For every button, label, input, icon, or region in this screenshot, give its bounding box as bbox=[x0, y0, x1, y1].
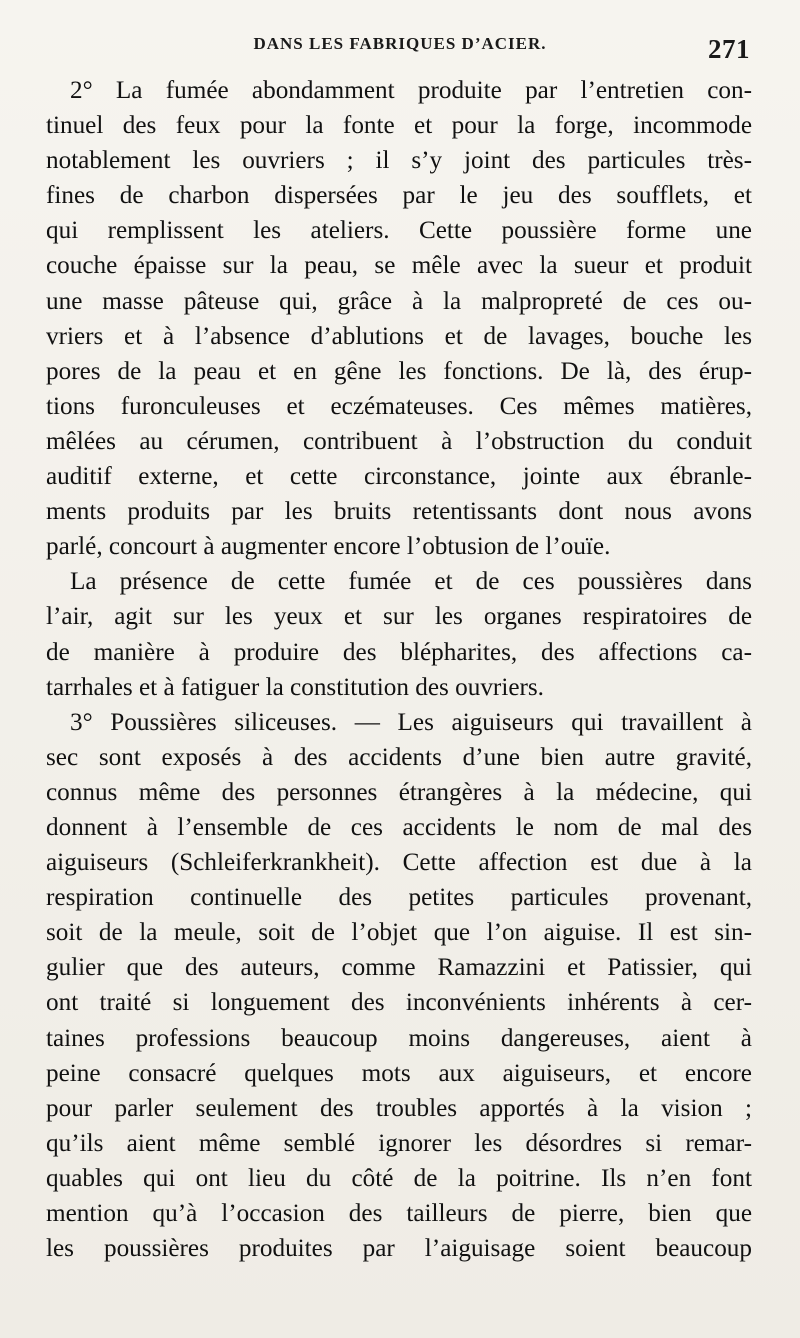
text-line: soit de la meule, soit de l’objet que l’on aiguise. Il est sin- bbox=[46, 919, 752, 947]
text-line: connus même des personnes étrangères à la médecine, qui bbox=[46, 778, 752, 806]
text-line: les poussières produites par l’aiguisage soient beaucoup bbox=[46, 1235, 752, 1263]
text-line: pores de la peau et en gêne les fonctions. De là, des érup- bbox=[46, 357, 752, 385]
text-line: une masse pâteuse qui, grâce à la malpropreté de ces ou- bbox=[46, 287, 752, 315]
text-line: l’air, agit sur les yeux et sur les organes respiratoires de bbox=[46, 603, 752, 631]
text-line: 2° La fumée abondamment produite par l’entretien con- bbox=[70, 77, 752, 104]
text-line: tinuel des feux pour la fonte et pour la forge, incommode bbox=[46, 112, 752, 140]
text-line: quables qui ont lieu du côté de la poitrine. Ils n’en font bbox=[46, 1164, 752, 1192]
text-line: vriers et à l’absence d’ablutions et de lavages, bouche les bbox=[46, 322, 752, 350]
text-line: ont traité si longuement des inconvénients inhérents à cer- bbox=[46, 989, 752, 1017]
page-header bbox=[44, 34, 756, 68]
text-line: 3° Poussières siliceuses. — Les aiguiseurs qui travaillent à bbox=[70, 708, 752, 736]
text-line: auditif externe, et cette circonstance, jointe aux ébranle- bbox=[46, 463, 752, 491]
text-line: tions furonculeuses et eczémateuses. Ces mêmes matières, bbox=[46, 392, 752, 420]
text-line: sec sont exposés à des accidents d’une bien autre gravité, bbox=[46, 743, 752, 771]
text-line: respiration continuelle des petites particules provenant, bbox=[46, 884, 752, 912]
page-number: 271 bbox=[708, 34, 750, 64]
text-line: pour parler seulement des troubles apportés à la vision ; bbox=[46, 1094, 752, 1122]
text-line: taines professions beaucoup moins dangereuses, aient à bbox=[46, 1024, 752, 1052]
text-line: qu’ils aient même semblé ignorer les désordres si remar- bbox=[46, 1129, 752, 1157]
text-line: donnent à l’ensemble de ces accidents le nom de mal des bbox=[46, 813, 752, 841]
text-line: couche épaisse sur la peau, se mêle avec la sueur et produit bbox=[46, 252, 752, 280]
text-line: gulier que des auteurs, comme Ramazzini et Patissier, qui bbox=[46, 954, 752, 982]
text-line: aiguiseurs (Schleiferkrankheit). Cette affection est due à la bbox=[46, 849, 752, 877]
text-line: qui remplissent les ateliers. Cette poussière forme une bbox=[46, 217, 752, 245]
text-line: ments produits par les bruits retentissants dont nous avons bbox=[46, 498, 752, 526]
text-line: fines de charbon dispersées par le jeu des soufflets, et bbox=[46, 182, 752, 210]
text-line: tarrhales et à fatiguer la constitution des ouvriers. bbox=[46, 673, 544, 701]
text-line: notablement les ouvriers ; il s’y joint des particules très- bbox=[46, 147, 752, 175]
text-line: La présence de cette fumée et de ces poussières dans bbox=[70, 568, 752, 596]
body-text bbox=[46, 73, 752, 1266]
text-line: parlé, concourt à augmenter encore l’obtusion de l’ouïe. bbox=[46, 533, 611, 561]
text-line: mention qu’à l’occasion des tailleurs de pierre, bien que bbox=[46, 1200, 752, 1227]
text-line: peine consacré quelques mots aux aiguiseurs, et encore bbox=[46, 1059, 752, 1087]
text-line: mêlées au cérumen, contribuent à l’obstruction du conduit bbox=[46, 427, 752, 455]
text-line: de manière à produire des blépharites, des affections ca- bbox=[46, 638, 752, 666]
running-title: DANS LES FABRIQUES D’ACIER. bbox=[253, 34, 547, 53]
